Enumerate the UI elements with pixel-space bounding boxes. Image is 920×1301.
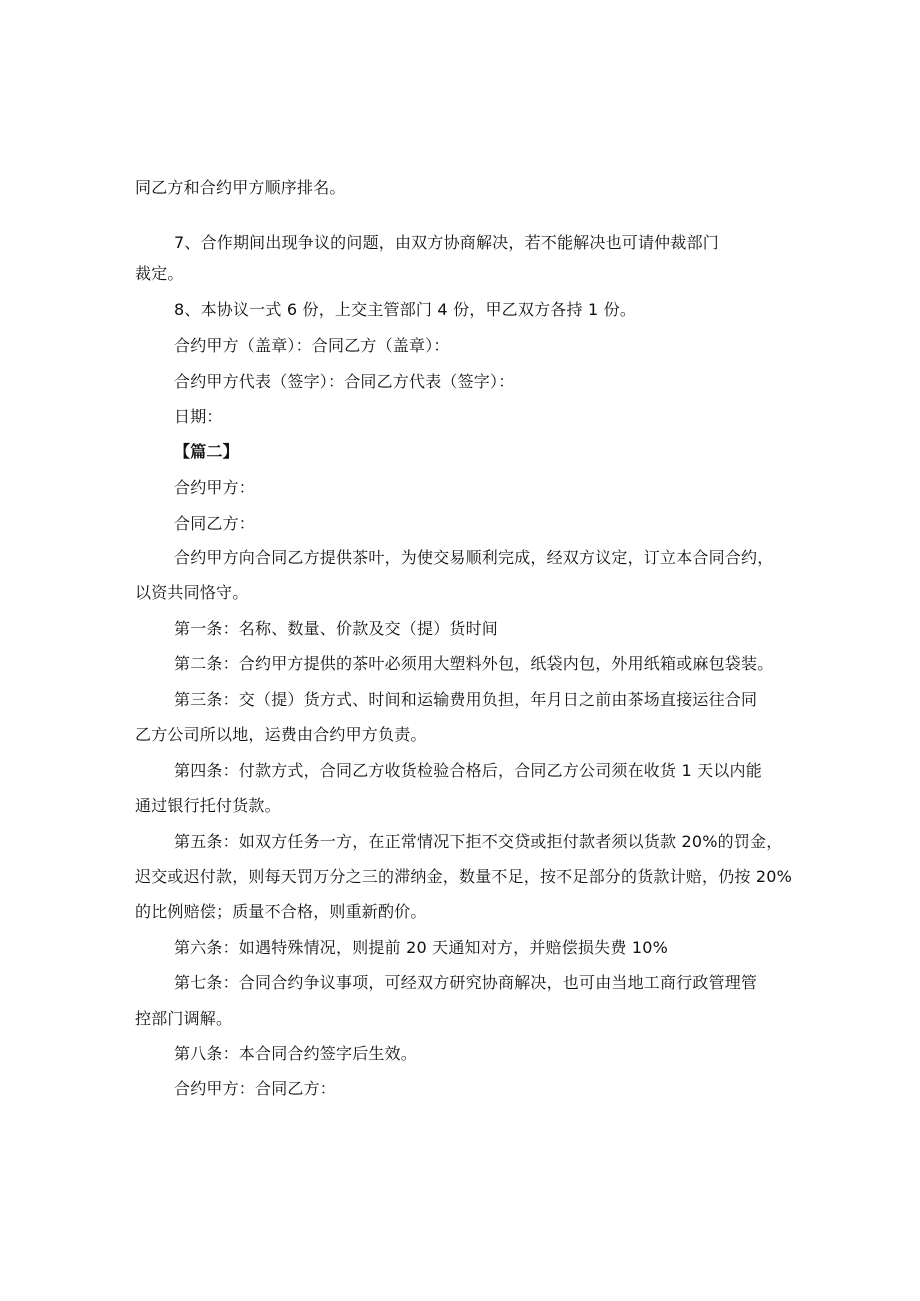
paragraph-line: 合同乙方： (174, 514, 256, 533)
date-line: 日期： (174, 407, 223, 426)
clause-line: 第四条：付款方式，合同乙方收货检验合格后，合同乙方公司须在收货 1 天以内能 (174, 761, 762, 780)
signature-line: 合约甲方：合同乙方： (174, 1079, 337, 1098)
clause-line: 迟交或迟付款，则每天罚万分之三的滞纳金，数量不足，按不足部分的货款计赔，仍按 20% (135, 867, 793, 886)
clause-line: 第七条：合同合约争议事项，可经双方研究协商解决，也可由当地工商行政管理管 (174, 973, 758, 992)
paragraph-line: 8、本协议一式 6 份，上交主管部门 4 份，甲乙双方各持 1 份。 (174, 300, 637, 319)
paragraph-line: 7、合作期间出现争议的问题，由双方协商解决，若不能解决也可请仲裁部门 (174, 233, 719, 252)
section-heading: 【篇二】 (174, 442, 239, 461)
clause-line: 第八条：本合同合约签字后生效。 (174, 1044, 418, 1063)
clause-line: 第二条：合约甲方提供的茶叶必须用大塑料外包，纸袋内包，外用纸箱或麻包袋装。 (174, 654, 774, 673)
clause-line: 控部门调解。 (135, 1009, 233, 1028)
paragraph-line: 以资共同恪守。 (135, 583, 249, 602)
paragraph-line: 合约甲方向合同乙方提供茶叶，为使交易顺利完成，经双方议定，订立本合同合约， (174, 548, 774, 567)
clause-line: 乙方公司所以地，运费由合约甲方负责。 (135, 725, 427, 744)
paragraph-line: 合约甲方： (174, 478, 256, 497)
clause-line: 第五条：如双方任务一方，在正常情况下拒不交贷或拒付款者须以货款 20%的罚金， (174, 832, 783, 851)
clause-line: 第一条：名称、数量、价款及交（提）货时间 (174, 619, 499, 638)
signature-line: 合约甲方代表（签字）：合同乙方代表（签字）： (174, 372, 515, 391)
signature-line: 合约甲方（盖章）：合同乙方（盖章）： (174, 336, 450, 355)
clause-line: 通过银行托付货款。 (135, 796, 281, 815)
paragraph-line: 裁定。 (135, 264, 184, 283)
paragraph-line: 同乙方和合约甲方顺序排名。 (135, 178, 346, 197)
clause-line: 第六条：如遇特殊情况，则提前 20 天通知对方，并赔偿损失费 10% (174, 938, 668, 957)
clause-line: 的比例赔偿；质量不合格，则重新酌价。 (135, 902, 427, 921)
clause-line: 第三条：交（提）货方式、时间和运输费用负担，年月日之前由茶场直接运往合同 (174, 690, 758, 709)
